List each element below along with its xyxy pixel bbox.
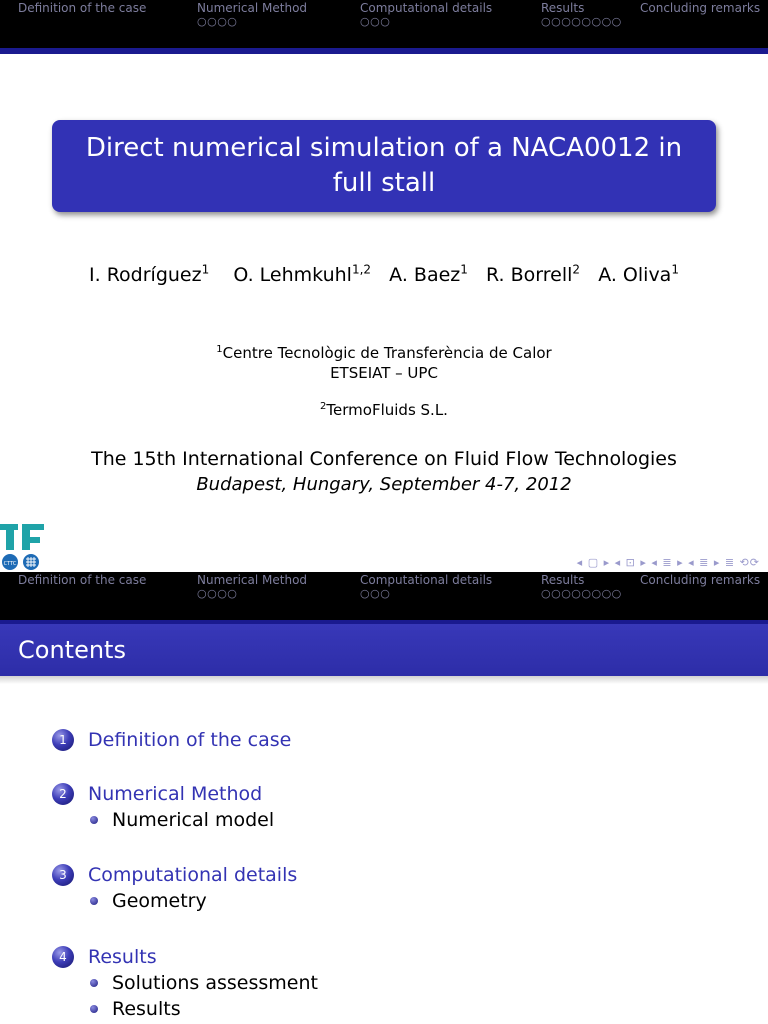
conference-info [0, 446, 768, 498]
affiliation-1: $^1$Centre Tecnològic de Transferència de Calor ETSEIAT – UPC [216, 344, 552, 382]
affiliation-2: $^2$TermoFluids S.L. [320, 401, 448, 419]
slide1-title: Direct numerical simulation of a NACA0012 in full stall [85, 133, 683, 198]
frame-title-shadow [0, 676, 768, 684]
toc-section-label[interactable]: Results [88, 946, 157, 968]
nav-section-results[interactable]: Results [541, 573, 585, 587]
toc-subsection[interactable]: Numerical model [90, 809, 274, 831]
bullet-icon [90, 897, 98, 905]
nav-section-results[interactable]: Results [541, 1, 585, 15]
svg-text:CTTC: CTTC [3, 561, 17, 567]
toc-subsection[interactable]: Geometry [90, 890, 297, 912]
author-2: O. Lehmkuhl$^{1,2}$ [233, 263, 372, 287]
nav-dots-computational[interactable]: ○○○ [360, 15, 391, 28]
nav-dots-numerical[interactable]: ○○○○ [197, 15, 238, 28]
cttc-logo [0, 524, 46, 572]
toc-subsection[interactable]: Solutions assessment [90, 972, 318, 994]
toc-number-ball: 2 [52, 783, 74, 805]
toc-number-ball: 3 [52, 864, 74, 886]
author-1: I. Rodríguez$^1$ [89, 263, 210, 287]
bullet-icon [90, 816, 98, 824]
nav-dots-numerical[interactable]: ○○○○ [197, 587, 238, 600]
conference-place: Budapest, Hungary, September 4-7, 2012 [196, 474, 572, 495]
nav-dots-computational[interactable]: ○○○ [360, 587, 391, 600]
slide2-nav-bar [0, 572, 768, 626]
toc-number-ball: 1 [52, 729, 74, 751]
toc-section-label[interactable]: Numerical Method [88, 783, 263, 805]
bullet-icon [90, 1005, 98, 1013]
slide1-nav-bar [0, 0, 768, 54]
author-5: A. Oliva$^1$ [598, 263, 679, 287]
slide2-frame-title [0, 624, 768, 676]
toc-section-3[interactable] [52, 864, 297, 912]
nav-dots-results[interactable]: ○○○○○○○○ [541, 15, 622, 28]
nav-section-numerical[interactable]: Numerical Method [197, 573, 308, 587]
toc-number-ball: 4 [52, 946, 74, 968]
toc-section-1[interactable] [52, 729, 291, 751]
toc-section-4[interactable] [52, 946, 318, 1020]
nav-section-computational[interactable]: Computational details [360, 573, 493, 587]
toc-subsection[interactable]: Results [90, 998, 318, 1020]
nav-section-definition[interactable]: Definition of the case [18, 1, 147, 15]
toc-section-label[interactable]: Definition of the case [88, 729, 292, 751]
toc-section-label[interactable]: Computational details [88, 864, 298, 886]
author-3: A. Baez$^1$ [389, 263, 468, 287]
nav-section-concluding[interactable]: Concluding remarks [640, 573, 761, 587]
nav-section-computational[interactable]: Computational details [360, 1, 493, 15]
nav-section-concluding[interactable]: Concluding remarks [640, 1, 761, 15]
toc-section-2[interactable] [52, 783, 274, 831]
contents-title: Contents [18, 636, 126, 664]
nav-section-numerical[interactable]: Numerical Method [197, 1, 308, 15]
conference-name: The 15th International Conference on Fluid Flow Technologies [91, 448, 677, 470]
beamer-nav-symbols[interactable]: ◂ ▢ ▸ ◂ ⊡ ▸ ◂ ≣ ▸ ◂ ≣ ▸ ≣ ⟲⟳ [576, 556, 760, 569]
slide1-title-box [52, 120, 716, 212]
nav-section-definition[interactable]: Definition of the case [18, 573, 147, 587]
author-list [60, 255, 708, 290]
author-4: R. Borrell$^2$ [486, 263, 581, 287]
bullet-icon [90, 979, 98, 987]
nav-dots-results[interactable]: ○○○○○○○○ [541, 587, 622, 600]
